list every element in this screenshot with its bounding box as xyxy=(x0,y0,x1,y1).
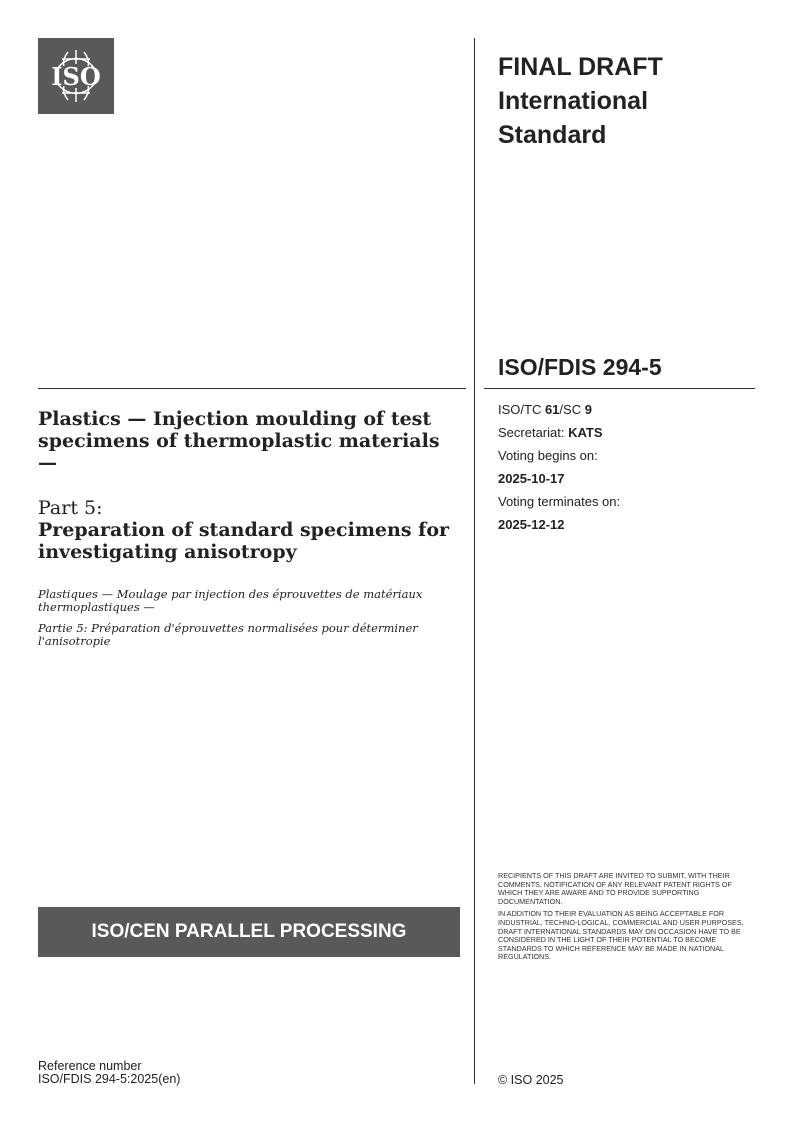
secretariat: Secretariat: KATS xyxy=(498,425,603,440)
metadata xyxy=(498,402,620,540)
left-divider xyxy=(38,388,466,389)
right-divider xyxy=(484,388,755,389)
document-stage xyxy=(498,50,663,152)
standard-number: ISO/FDIS 294-5 xyxy=(498,354,662,380)
voting-ends: Voting terminates on: 2025-12-12 xyxy=(498,494,621,532)
part-label: Part 5: xyxy=(38,497,103,519)
french-title xyxy=(38,588,458,656)
iso-logo xyxy=(38,38,114,114)
committee: ISO/TC 61/SC 9 xyxy=(498,402,592,417)
french-part-title: Partie 5: Préparation d'éprouvettes normalisées pour déterminer l'anisotropie xyxy=(38,621,418,648)
vertical-divider xyxy=(474,38,475,1084)
part-title xyxy=(38,497,458,563)
reference-value: ISO/FDIS 294-5:2025(en) xyxy=(38,1072,181,1086)
stage-line: FINAL DRAFT xyxy=(498,53,663,81)
copyright: © ISO 2025 xyxy=(498,1073,564,1087)
french-main-title: Plastiques — Moulage par injection des éprouvettes de matériaux thermoplastiques — xyxy=(38,587,423,614)
type-line: International xyxy=(498,87,649,115)
voting-begins: Voting begins on: 2025-10-17 xyxy=(498,448,598,486)
draft-notice xyxy=(498,872,758,966)
parallel-processing-banner: ISO/CEN PARALLEL PROCESSING xyxy=(38,907,460,957)
main-title: Plastics — Injection moulding of test specimens of thermoplastic materials — xyxy=(38,408,440,474)
svg-text:ISO: ISO xyxy=(51,62,101,91)
part-name: Preparation of standard specimens for investigating anisotropy xyxy=(38,519,449,563)
reference-label: Reference number xyxy=(38,1059,142,1073)
notice-paragraph: RECIPIENTS OF THIS DRAFT ARE INVITED TO SUBMIT, WITH THEIR COMMENTS, NOTIFICATION OF ANY RELEVANT PATENT RIGHTS OF WHICH THEY ARE AWARE AND TO PROVIDE SUPPORTING DOCUMENTATION. xyxy=(498,871,732,906)
notice-paragraph: IN ADDITION TO THEIR EVALUATION AS BEING ACCEPTABLE FOR INDUSTRIAL, TECHNO-LOGICAL, COMMERCIAL AND USER PURPOSES, DRAFT INTERNATIONAL STANDARDS MAY ON OCCASION HAVE TO BE CONSIDERED IN THE LIGHT OF THEIR POTENTIAL TO BECOME STANDARDS TO WHICH REFERENCE MAY BE MADE IN NATIONAL REGULATIONS. xyxy=(498,909,744,962)
reference-number xyxy=(38,1060,180,1086)
type-line-2: Standard xyxy=(498,121,607,149)
